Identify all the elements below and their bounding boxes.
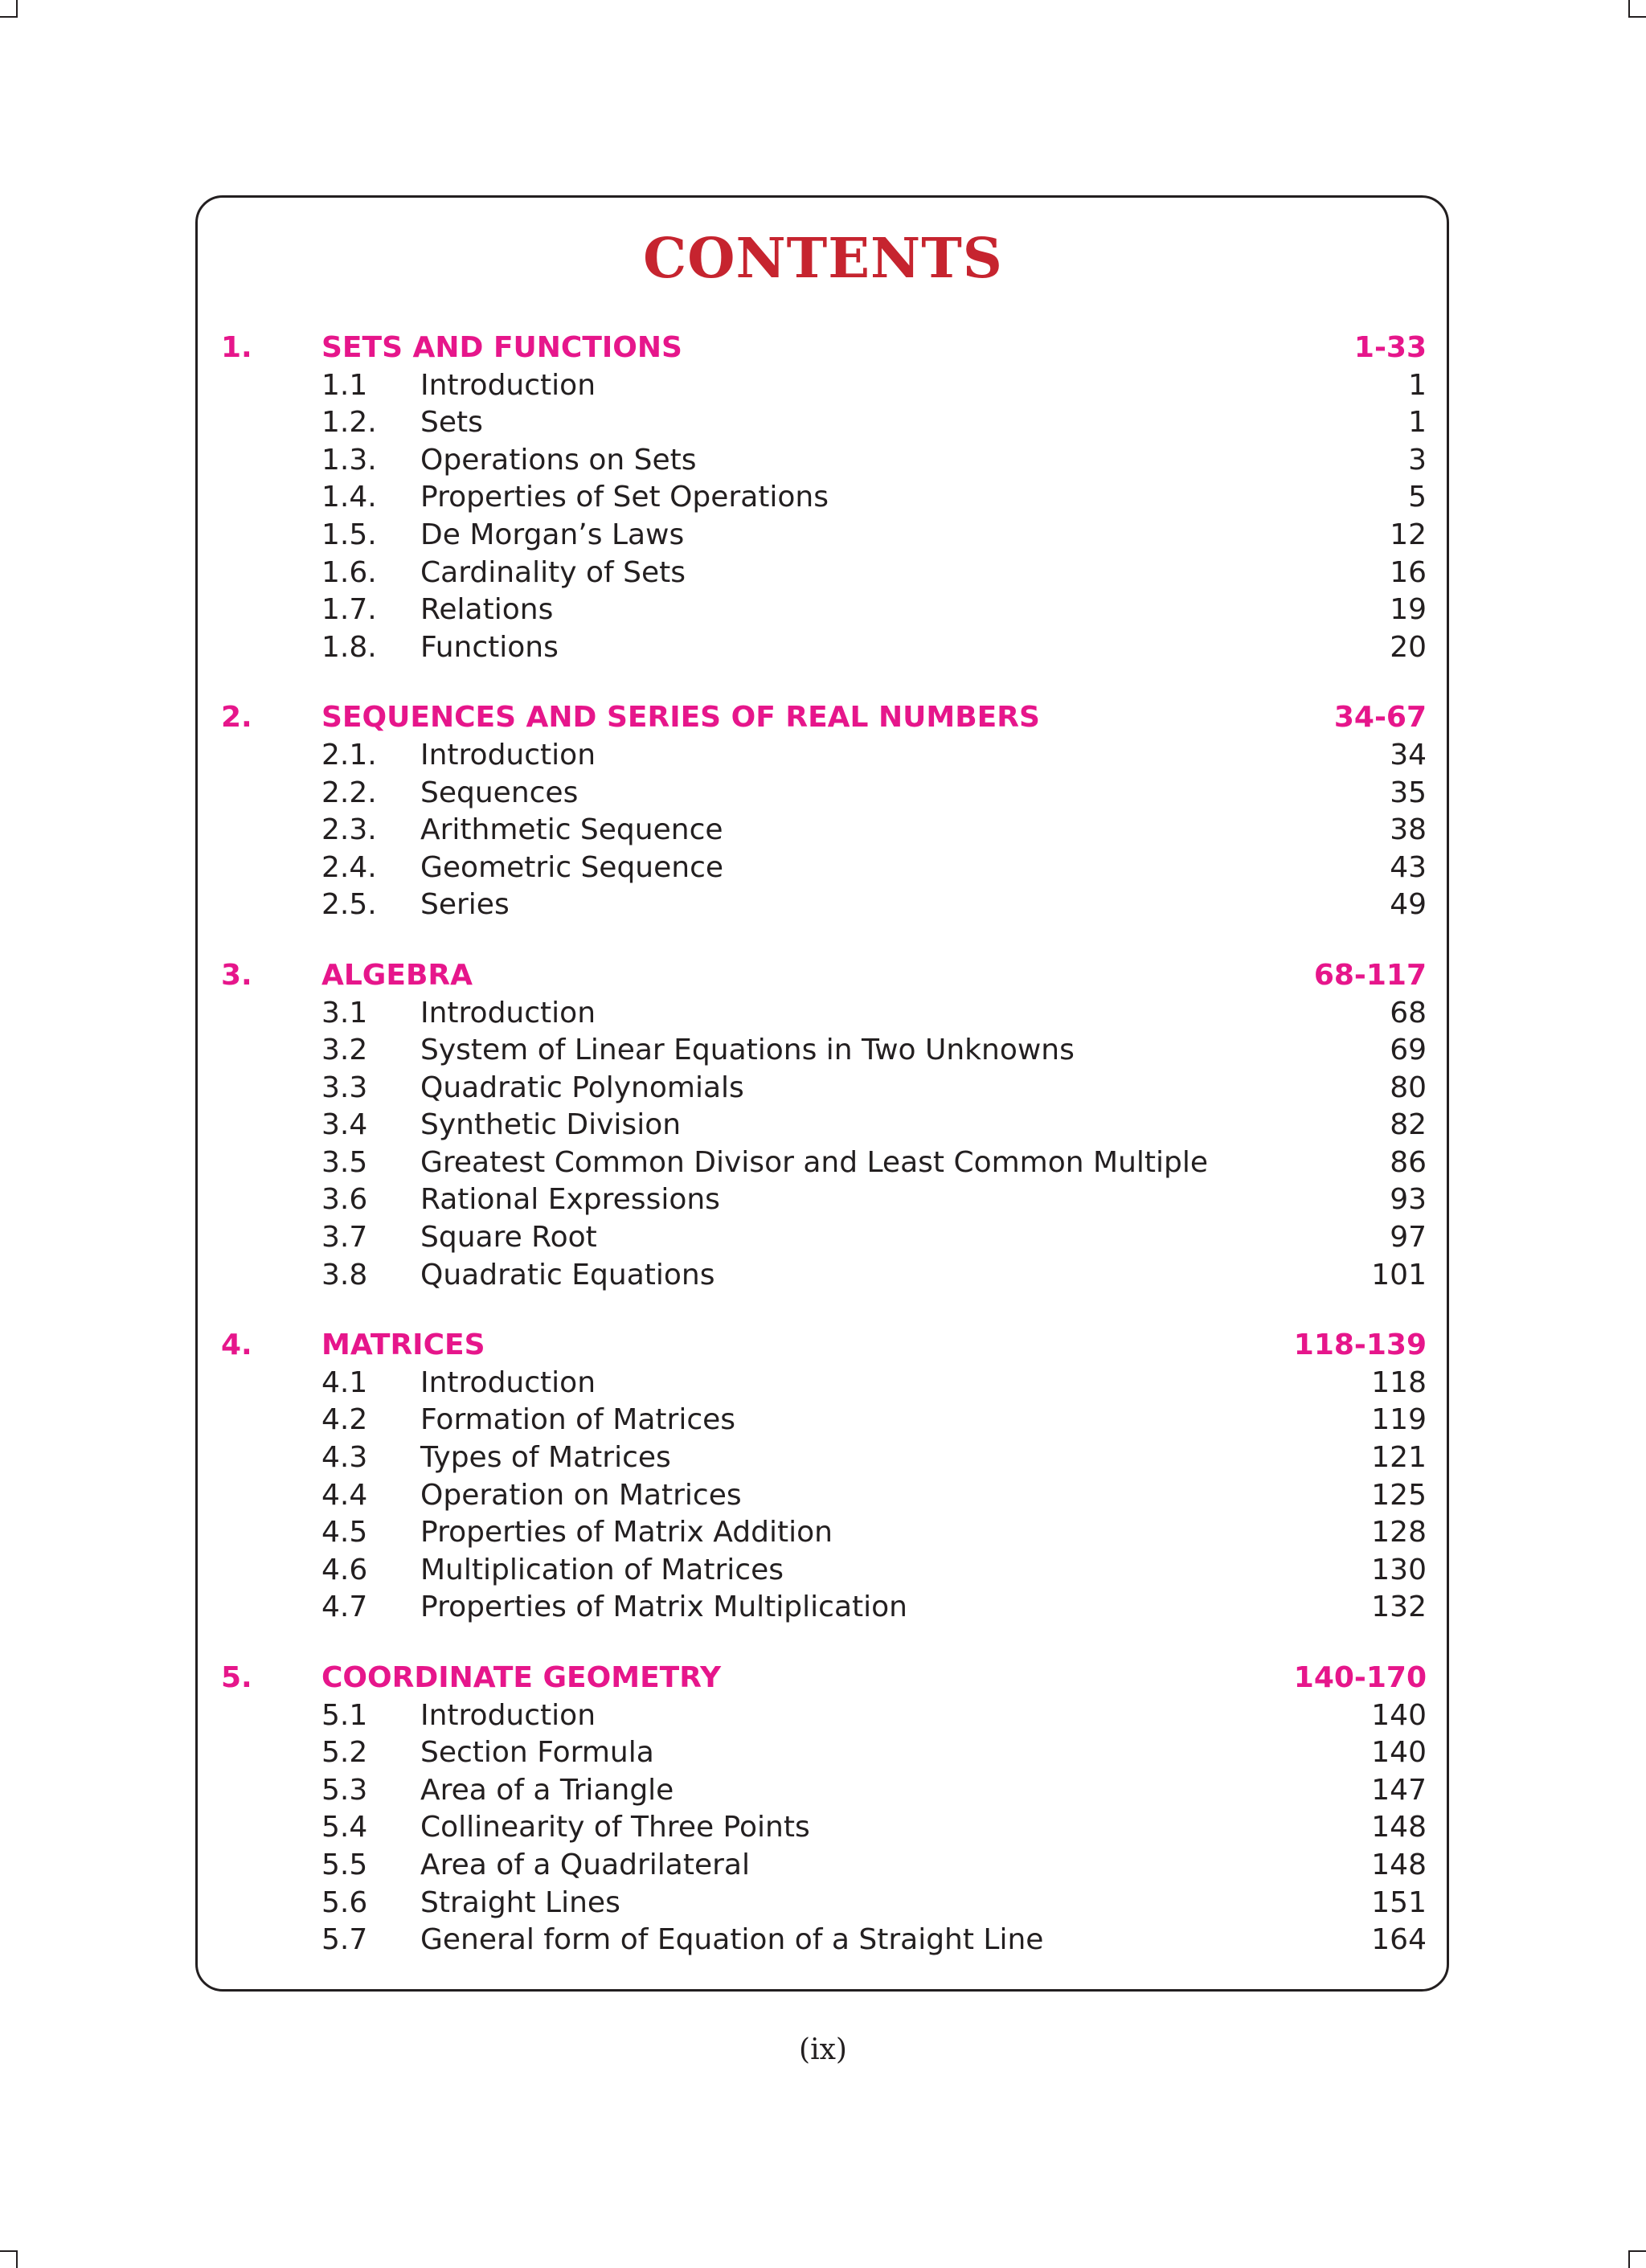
section-entry[interactable] xyxy=(221,1365,1427,1402)
section-title: Greatest Common Divisor and Least Common Multiple xyxy=(420,1145,1209,1179)
section-number: 4.7 xyxy=(321,1590,368,1624)
section-number: 5.5 xyxy=(321,1848,368,1881)
section-number: 5.6 xyxy=(321,1885,368,1919)
section-title: Functions xyxy=(420,630,559,664)
section-title: Introduction xyxy=(420,996,596,1030)
section-number: 1.3. xyxy=(321,443,377,477)
section-number: 5.3 xyxy=(321,1773,368,1807)
chapter-page-range: 1-33 xyxy=(1353,331,1427,364)
section-entry[interactable] xyxy=(221,1847,1427,1885)
chapter-heading[interactable] xyxy=(221,699,1427,737)
chapter-number: 2. xyxy=(221,701,252,735)
section-entry[interactable] xyxy=(221,1402,1427,1439)
table-of-contents xyxy=(221,330,1427,1992)
chapter-title: SEQUENCES AND SERIES OF REAL NUMBERS xyxy=(321,701,1040,735)
section-title: Operations on Sets xyxy=(420,443,697,477)
section-page: 101 xyxy=(1371,1258,1427,1292)
section-title: Series xyxy=(420,888,510,922)
section-number: 4.6 xyxy=(321,1553,368,1586)
section-number: 2.4. xyxy=(321,850,377,884)
chapter-5 xyxy=(221,1660,1427,1959)
chapter-title: ALGEBRA xyxy=(321,958,473,992)
section-entry[interactable] xyxy=(221,886,1427,924)
section-entry[interactable] xyxy=(221,1181,1427,1219)
section-title: Introduction xyxy=(420,368,596,402)
chapter-number: 3. xyxy=(221,958,252,992)
section-page: 93 xyxy=(1390,1183,1427,1217)
section-entry[interactable] xyxy=(221,1032,1427,1070)
section-entry[interactable] xyxy=(221,737,1427,775)
section-entry[interactable] xyxy=(221,404,1427,442)
chapter-title: COORDINATE GEOMETRY xyxy=(321,1661,722,1694)
section-number: 5.2 xyxy=(321,1736,368,1770)
section-page: 97 xyxy=(1390,1221,1427,1255)
section-page: 19 xyxy=(1390,593,1427,627)
section-title: Quadratic Polynomials xyxy=(420,1071,744,1104)
section-number: 2.1. xyxy=(321,738,377,772)
section-page: 151 xyxy=(1371,1885,1427,1919)
section-title: Cardinality of Sets xyxy=(420,555,686,589)
section-title: System of Linear Equations in Two Unknowns xyxy=(420,1034,1075,1067)
section-page: 119 xyxy=(1371,1403,1427,1437)
section-title: Properties of Matrix Addition xyxy=(420,1516,833,1550)
section-page: 20 xyxy=(1390,630,1427,664)
section-entry[interactable] xyxy=(221,479,1427,517)
section-title: Collinearity of Three Points xyxy=(420,1811,810,1844)
section-title: Sets xyxy=(420,406,483,440)
section-title: Introduction xyxy=(420,1698,596,1732)
section-entry[interactable] xyxy=(221,1552,1427,1590)
section-page: 43 xyxy=(1390,850,1427,884)
section-entry[interactable] xyxy=(221,367,1427,405)
section-entry[interactable] xyxy=(221,1589,1427,1627)
section-page: 148 xyxy=(1371,1811,1427,1844)
section-entry[interactable] xyxy=(221,1144,1427,1182)
section-number: 3.8 xyxy=(321,1258,368,1292)
section-title: Synthetic Division xyxy=(420,1108,682,1142)
chapter-number: 1. xyxy=(221,331,252,364)
section-title: Quadratic Equations xyxy=(420,1258,715,1292)
section-number: 1.5. xyxy=(321,518,377,551)
chapter-heading[interactable] xyxy=(221,957,1427,995)
section-page: 132 xyxy=(1371,1590,1427,1624)
section-page: 82 xyxy=(1390,1108,1427,1142)
section-number: 3.4 xyxy=(321,1108,368,1142)
section-number: 3.6 xyxy=(321,1183,368,1217)
section-page: 140 xyxy=(1371,1698,1427,1732)
chapter-page-range: 118-139 xyxy=(1293,1328,1427,1362)
chapter-1 xyxy=(221,330,1427,666)
chapter-title: SETS AND FUNCTIONS xyxy=(321,331,682,364)
section-entry[interactable] xyxy=(221,555,1427,592)
section-page: 121 xyxy=(1371,1441,1427,1475)
section-number: 2.3. xyxy=(321,813,377,847)
crop-mark-bottom-right xyxy=(1628,2250,1646,2268)
section-number: 2.2. xyxy=(321,776,377,809)
section-number: 1.7. xyxy=(321,593,377,627)
section-title: Arithmetic Sequence xyxy=(420,813,723,847)
section-page: 1 xyxy=(1408,406,1427,440)
section-number: 3.2 xyxy=(321,1034,368,1067)
section-entry[interactable] xyxy=(221,1885,1427,1922)
section-title: Rational Expressions xyxy=(420,1183,720,1217)
section-title: Geometric Sequence xyxy=(420,850,724,884)
section-title: Operation on Matrices xyxy=(420,1478,742,1512)
section-entry[interactable] xyxy=(221,849,1427,887)
section-title: General form of Equation of a Straight Line xyxy=(420,1923,1044,1957)
section-page: 130 xyxy=(1371,1553,1427,1586)
section-page: 164 xyxy=(1371,1923,1427,1957)
section-page: 147 xyxy=(1371,1773,1427,1807)
section-number: 3.3 xyxy=(321,1071,368,1104)
section-page: 86 xyxy=(1390,1145,1427,1179)
chapter-4 xyxy=(221,1327,1427,1627)
section-number: 5.4 xyxy=(321,1811,368,1844)
chapter-2 xyxy=(221,699,1427,924)
section-title: Area of a Quadrilateral xyxy=(420,1848,750,1881)
section-number: 2.5. xyxy=(321,888,377,922)
section-entry[interactable] xyxy=(221,812,1427,849)
chapter-title: MATRICES xyxy=(321,1328,485,1362)
section-number: 1.2. xyxy=(321,406,377,440)
section-page: 12 xyxy=(1390,518,1427,551)
section-entry[interactable] xyxy=(221,592,1427,629)
section-entry[interactable] xyxy=(221,1257,1427,1295)
section-page: 16 xyxy=(1390,555,1427,589)
section-page: 125 xyxy=(1371,1478,1427,1512)
section-title: Multiplication of Matrices xyxy=(420,1553,784,1586)
section-title: Properties of Set Operations xyxy=(420,481,829,514)
section-page: 49 xyxy=(1390,888,1427,922)
section-entry[interactable] xyxy=(221,517,1427,555)
section-page: 3 xyxy=(1408,443,1427,477)
section-page: 5 xyxy=(1408,481,1427,514)
section-number: 1.4. xyxy=(321,481,377,514)
section-page: 34 xyxy=(1390,738,1427,772)
chapter-page-range: 140-170 xyxy=(1293,1661,1427,1694)
section-page: 128 xyxy=(1371,1516,1427,1550)
section-title: Relations xyxy=(420,593,554,627)
section-number: 4.3 xyxy=(321,1441,368,1475)
section-entry[interactable] xyxy=(221,1219,1427,1257)
section-page: 118 xyxy=(1371,1365,1427,1399)
chapter-3 xyxy=(221,957,1427,1294)
section-number: 3.5 xyxy=(321,1145,368,1179)
section-title: Sequences xyxy=(420,776,579,809)
chapter-heading[interactable] xyxy=(221,330,1427,367)
section-title: Square Root xyxy=(420,1221,597,1255)
section-entry[interactable] xyxy=(221,629,1427,667)
chapter-page-range: 68-117 xyxy=(1313,958,1427,992)
section-entry[interactable] xyxy=(221,1772,1427,1810)
section-number: 4.1 xyxy=(321,1365,368,1399)
section-entry[interactable] xyxy=(221,775,1427,813)
chapter-number: 5. xyxy=(221,1661,252,1694)
section-entry[interactable] xyxy=(221,1070,1427,1107)
section-title: Section Formula xyxy=(420,1736,654,1770)
crop-mark-top-left xyxy=(0,0,18,18)
section-page: 35 xyxy=(1390,776,1427,809)
section-title: Straight Lines xyxy=(420,1885,620,1919)
section-entry[interactable] xyxy=(221,1514,1427,1552)
section-number: 5.1 xyxy=(321,1698,368,1732)
section-title: Area of a Triangle xyxy=(420,1773,674,1807)
section-entry[interactable] xyxy=(221,995,1427,1033)
section-page: 38 xyxy=(1390,813,1427,847)
crop-mark-top-right xyxy=(1628,0,1646,18)
crop-mark-bottom-left xyxy=(0,2250,18,2268)
section-title: Properties of Matrix Multiplication xyxy=(420,1590,907,1624)
chapter-number: 4. xyxy=(221,1328,252,1362)
section-number: 5.7 xyxy=(321,1923,368,1957)
section-number: 4.5 xyxy=(321,1516,368,1550)
page-title: CONTENTS xyxy=(643,227,1003,291)
section-entry[interactable] xyxy=(221,442,1427,480)
section-entry[interactable] xyxy=(221,1439,1427,1477)
section-entry[interactable] xyxy=(221,1922,1427,1959)
section-entry[interactable] xyxy=(221,1734,1427,1772)
section-number: 1.6. xyxy=(321,555,377,589)
section-page: 148 xyxy=(1371,1848,1427,1881)
chapter-heading[interactable] xyxy=(221,1327,1427,1365)
section-number: 1.8. xyxy=(321,630,377,664)
section-title: Introduction xyxy=(420,738,596,772)
section-number: 3.1 xyxy=(321,996,368,1030)
page-number: (ix) xyxy=(799,2033,847,2066)
section-page: 1 xyxy=(1408,368,1427,402)
section-page: 80 xyxy=(1390,1071,1427,1104)
section-title: Types of Matrices xyxy=(420,1441,671,1475)
section-page: 69 xyxy=(1390,1034,1427,1067)
section-number: 4.4 xyxy=(321,1478,368,1512)
section-title: Formation of Matrices xyxy=(420,1403,736,1437)
section-title: De Morgan’s Laws xyxy=(420,518,685,551)
chapter-heading[interactable] xyxy=(221,1660,1427,1697)
section-page: 140 xyxy=(1371,1736,1427,1770)
section-number: 1.1 xyxy=(321,368,368,402)
section-number: 4.2 xyxy=(321,1403,368,1437)
section-title: Introduction xyxy=(420,1365,596,1399)
section-number: 3.7 xyxy=(321,1221,368,1255)
section-page: 68 xyxy=(1390,996,1427,1030)
section-entry[interactable] xyxy=(221,1809,1427,1847)
section-entry[interactable] xyxy=(221,1477,1427,1515)
chapter-page-range: 34-67 xyxy=(1333,701,1427,735)
section-entry[interactable] xyxy=(221,1697,1427,1735)
section-entry[interactable] xyxy=(221,1107,1427,1144)
